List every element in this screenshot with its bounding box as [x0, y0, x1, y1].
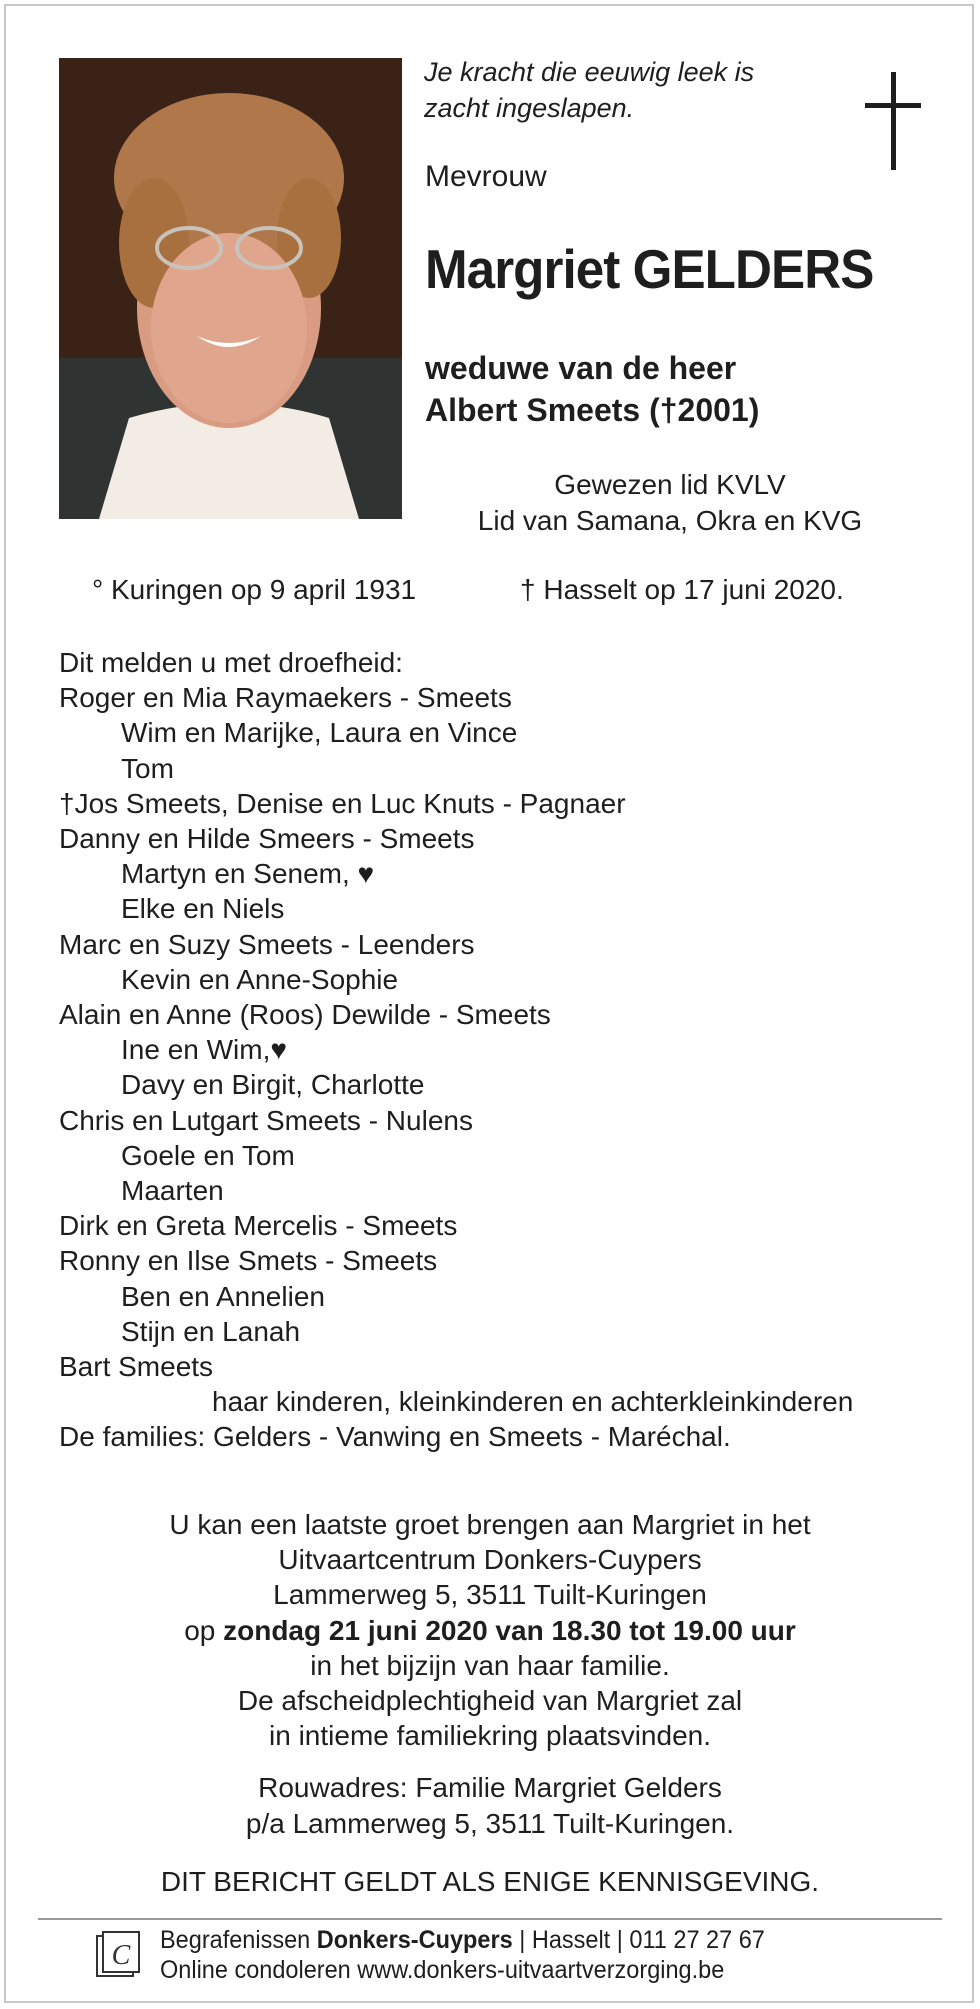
honorific: Mevrouw — [425, 160, 547, 193]
divider — [38, 1918, 942, 1920]
family-line: Stijn en Lanah — [121, 1315, 301, 1347]
visit-line: U kan een laatste groet brengen aan Margriet in het — [169, 1509, 811, 1540]
family-line: †Jos Smeets, Denise en Luc Knuts - Pagnaer — [59, 787, 626, 819]
undertaker-city: | Hasselt | — [519, 1926, 623, 1954]
family-line: Bart Smeets — [59, 1351, 214, 1383]
deceased-name: Margriet GELDERS — [425, 238, 874, 300]
address-line: Rouwadres: Familie Margriet Gelders — [258, 1772, 722, 1803]
undertaker-info — [160, 1925, 765, 1985]
family-line: Goele en Tom — [121, 1139, 295, 1171]
visit-when-prefix: op — [184, 1614, 216, 1646]
family-line: Wim en Marijke, Laura en Vince — [121, 717, 518, 749]
family-line: Elke en Niels — [121, 893, 285, 925]
mourning-address — [80, 1770, 900, 1842]
family-line: Ben en Annelien — [121, 1280, 325, 1312]
widow-line: weduwe van de heer — [425, 350, 737, 386]
family-list — [59, 645, 939, 1455]
family-line: Kevin en Anne-Sophie — [121, 963, 399, 995]
widow-line: Albert Smeets (†2001) — [425, 392, 760, 428]
family-line: Chris en Lutgart Smeets - Nulens — [59, 1104, 473, 1136]
visit-line: Uitvaartcentrum Donkers-Cuypers — [278, 1544, 702, 1576]
portrait-photo — [59, 58, 402, 519]
family-line: Ine en Wim,♥ — [121, 1034, 288, 1066]
family-line: Ronny en Ilse Smets - Smeets — [59, 1245, 438, 1277]
logo-letter: C — [111, 1940, 131, 1971]
visit-line: Lammerweg 5, 3511 Tuilt-Kuringen — [273, 1579, 707, 1611]
family-line: Davy en Birgit, Charlotte — [121, 1069, 425, 1101]
undertaker-company: Donkers-Cuypers — [316, 1926, 513, 1954]
visit-when: zondag 21 juni 2020 van 18.30 tot 19.00 uur — [223, 1614, 796, 1646]
family-line: Marc en Suzy Smeets - Leenders — [59, 928, 475, 960]
family-line: Tom — [121, 752, 174, 784]
notice: DIT BERICHT GELDT ALS ENIGE KENNISGEVING. — [160, 1866, 820, 1897]
visit-when-line — [80, 1613, 900, 1648]
family-line: Danny en Hilde Smeers - Smeets — [59, 823, 475, 855]
birth-info: ° Kuringen op 9 april 1931 — [92, 574, 417, 605]
undertaker-phone: 011 27 27 67 — [629, 1926, 765, 1954]
family-line: De families: Gelders - Vanwing en Smeets - Maréchal. — [59, 1421, 731, 1453]
widow-of — [425, 347, 759, 431]
memberships — [440, 467, 900, 539]
family-line: Dit melden u met droefheid: — [59, 647, 403, 678]
family-line: Maarten — [121, 1175, 224, 1207]
visit-line: in het bijzijn van haar familie. — [310, 1649, 670, 1681]
family-line: Martyn en Senem, ♥ — [121, 858, 375, 890]
membership-line: Gewezen lid KVLV — [554, 469, 786, 500]
family-line: Dirk en Greta Mercelis - Smeets — [59, 1210, 458, 1242]
death-info: † Hasselt op 17 juni 2020. — [520, 574, 844, 605]
memorial-quote — [424, 54, 754, 126]
address-line: p/a Lammerweg 5, 3511 Tuilt-Kuringen. — [245, 1808, 735, 1839]
visit-line: De afscheidplechtigheid van Margriet zal — [237, 1685, 743, 1717]
cross-icon — [865, 72, 921, 170]
family-line: haar kinderen, kleinkinderen en achterkleinkinderen — [212, 1386, 854, 1418]
undertaker-line — [160, 1925, 765, 1955]
undertaker-online: Online condoleren www.donkers-uitvaartverzorging.be — [160, 1956, 725, 1984]
visit-line: in intieme familiekring plaatsvinden. — [269, 1720, 711, 1752]
undertaker-logo-icon — [94, 1930, 142, 1980]
family-line: Alain en Anne (Roos) Dewilde - Smeets — [59, 999, 551, 1031]
quote-line: Je kracht die eeuwig leek is — [424, 57, 755, 87]
membership-line: Lid van Samana, Okra en KVG — [477, 505, 863, 536]
quote-line: zacht ingeslapen. — [424, 93, 635, 123]
family-line: Roger en Mia Raymaekers - Smeets — [59, 682, 512, 714]
visitation-info — [80, 1507, 900, 1753]
undertaker-prefix: Begrafenissen — [160, 1926, 311, 1954]
